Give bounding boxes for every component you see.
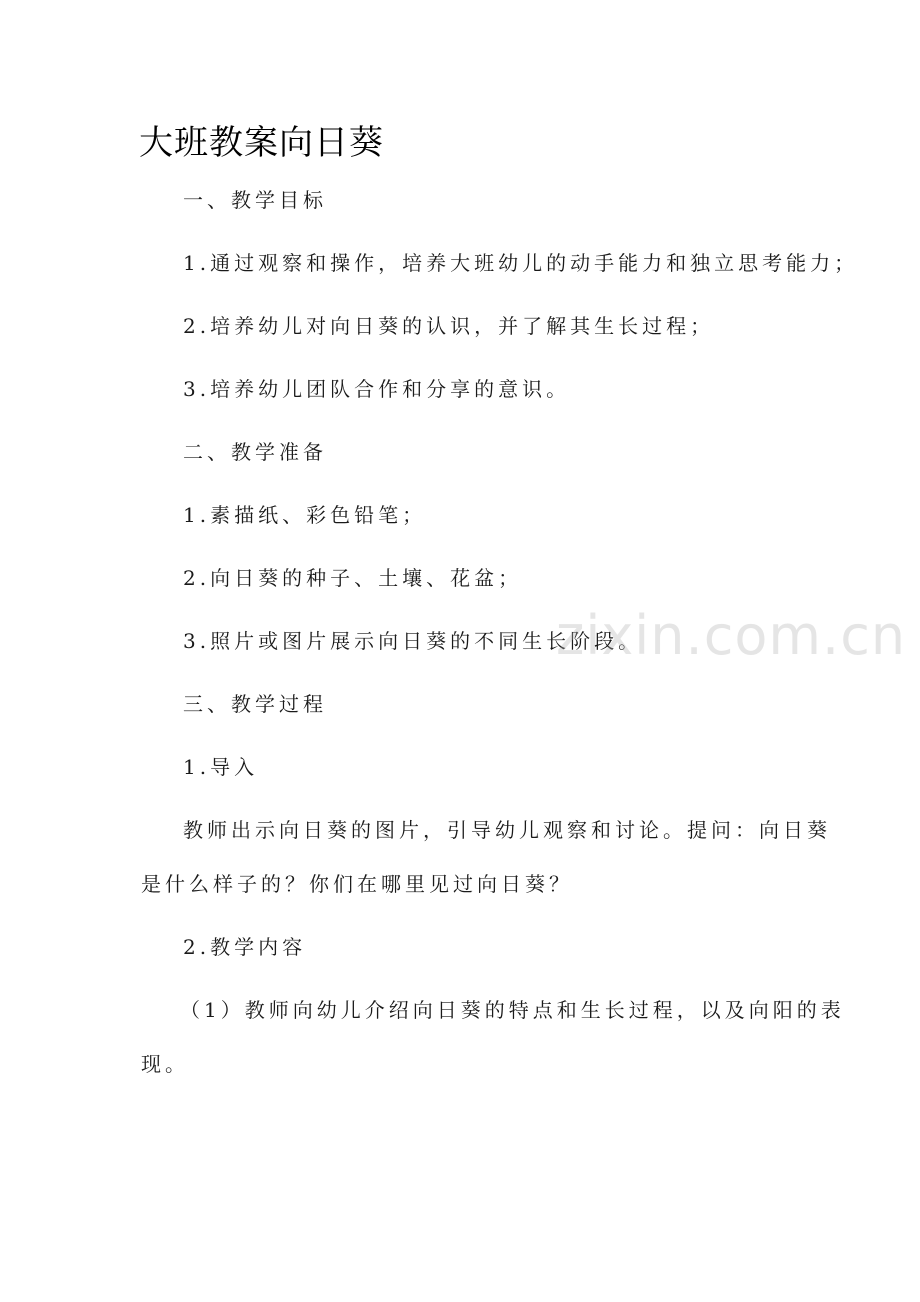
process-step-2-item-1-continued: 现。 (141, 1052, 189, 1076)
prep-item-1: 1.素描纸、彩色铅笔； (183, 503, 427, 527)
page-title: 大班教案向日葵 (139, 123, 384, 163)
process-step-1-text: 教师出示向日葵的图片，引导幼儿观察和讨论。提问：向日葵 (183, 818, 831, 842)
process-heading: 三、教学过程 (183, 692, 327, 716)
process-step-1-text-continued: 是什么样子的？你们在哪里见过向日葵？ (141, 872, 573, 896)
process-step-1: 1.导入 (183, 755, 259, 779)
prep-heading: 二、教学准备 (183, 440, 327, 464)
goals-heading: 一、教学目标 (183, 188, 327, 212)
goal-item-2: 2.培养幼儿对向日葵的认识，并了解其生长过程； (183, 314, 715, 338)
process-step-2-item-1: （1）教师向幼儿介绍向日葵的特点和生长过程，以及向阳的表 (180, 998, 845, 1022)
goal-item-3: 3.培养幼儿团队合作和分享的意识。 (183, 377, 571, 401)
watermark-text: zixin.com.cn (556, 604, 907, 667)
prep-item-2: 2.向日葵的种子、土壤、花盆； (183, 566, 523, 590)
prep-item-3: 3.照片或图片展示向日葵的不同生长阶段。 (183, 629, 643, 653)
goal-item-1: 1.通过观察和操作，培养大班幼儿的动手能力和独立思考能力； (183, 251, 859, 275)
process-step-2: 2.教学内容 (183, 935, 307, 959)
